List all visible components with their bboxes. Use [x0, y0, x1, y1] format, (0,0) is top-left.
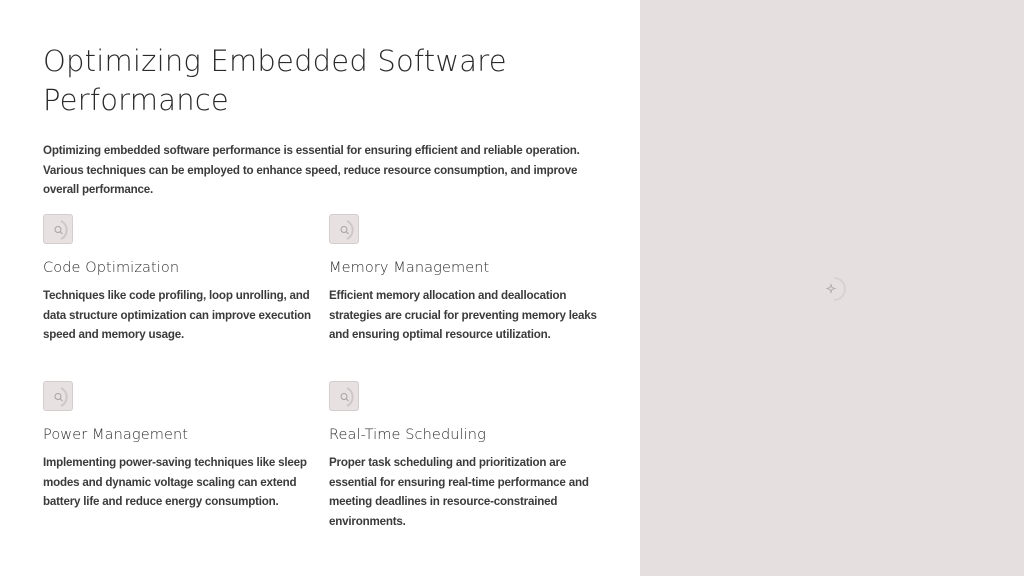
card-memory-management	[329, 214, 599, 345]
card-title: Power Management	[43, 427, 189, 443]
image-placeholder-icon	[43, 381, 73, 411]
card-body: Efficient memory allocation and deallocation strategies are crucial for preventing memory leaks and ensuring optimal resource utilization.	[329, 289, 597, 342]
slide-intro: Optimizing embedded software performance is essential for ensuring efficient and reliable operation. Various techniques can be employed to enhance speed, reduce resource consumption, and improve overall performance.	[43, 144, 580, 197]
slide-title: Optimizing Embedded Software Performance	[43, 44, 507, 117]
card-real-time-scheduling	[329, 381, 597, 531]
card-body: Implementing power-saving techniques like sleep modes and dynamic voltage scaling can extend battery life and reduce energy consumption.	[43, 456, 307, 509]
card-body: Proper task scheduling and prioritization are essential for ensuring real-time performance and meeting deadlines in resource-constrained environments.	[329, 456, 589, 528]
card-power-management	[43, 381, 313, 512]
image-loading-icon	[817, 274, 847, 304]
card-body: Techniques like code profiling, loop unrolling, and data structure optimization can improve execution speed and memory usage.	[43, 289, 311, 342]
card-title: Real-Time Scheduling	[329, 427, 486, 443]
card-title: Memory Management	[329, 260, 490, 276]
card-code-optimization	[43, 214, 313, 345]
card-title: Code Optimization	[43, 260, 180, 276]
image-placeholder-icon	[329, 214, 359, 244]
image-placeholder-icon	[329, 381, 359, 411]
image-placeholder-icon	[43, 214, 73, 244]
